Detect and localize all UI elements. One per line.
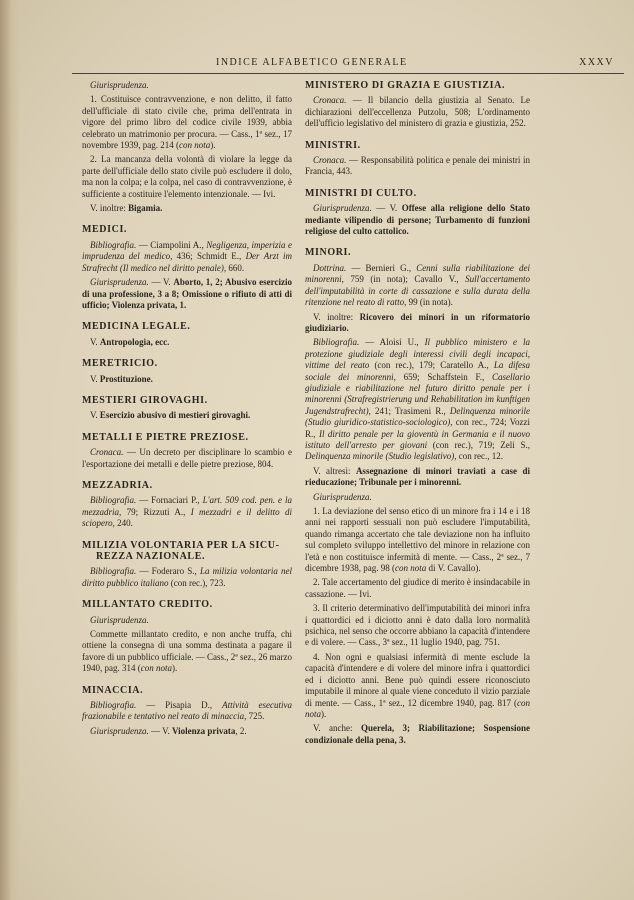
entry-heading: MEDICINA LEGALE. — [82, 321, 191, 333]
entry-paragraph: V. altresì: Assegnazione di minori traviati a case di rieducazione; Tribunale per i minorenni. — [305, 465, 530, 488]
entry-heading: MINORI. — [305, 247, 352, 259]
entry-paragraph: V. Esercizio abusivo di mestieri girovaghi. — [90, 410, 251, 421]
entry-paragraph: Giurisprudenza. — V. Offese alla religione dello Stato mediante vilipendio di persone; Turbamento di funzioni religiose del culto cattolico. — [305, 203, 530, 237]
index-entry — [82, 80, 292, 214]
italic-text: Bibliografia. — [90, 239, 137, 250]
italic-text: Bibliografia. — [313, 337, 360, 348]
italic-text: I mezzadri e il delitto di sciopero — [82, 506, 292, 529]
italic-text: Bibliografia. — [90, 495, 137, 506]
entry-paragraph: Bibliografia. — Aloisi U., Il pubblico ministero e la protezione giudiziale degli interessi civili degli incapaci, vittime del reato (con rec.), 179; Caratello A., La difesa sociale dei minorenni, 659; Schaffstein F., Casellario giudiziale e riabilitazione nel futuro diritto penale per i minorenni (Strafregistrierung und Rehabilitation im kunftigen Jugendstrafrecht), 241; Trasimeni R., Delinquenza minorile (Studio giuridico-statistico-sociologico), con rec., 724; Vozzi R., Il diritto penale per la gioventù in Germania e il nuovo istituto dell'arresto per giovani (con rec.), 719; Zeli S., Delinquenza minorile (Studio legislativo), con rec., 12. — [305, 337, 531, 462]
index-entry — [82, 395, 292, 422]
italic-text: Il diritto penale per la gioventù in Germania e il nuovo istituto dell'arresto per giovani — [305, 428, 530, 450]
italic-text: con nota — [140, 663, 172, 674]
italic-text: La milizia volontaria nel diritto pubblico italiano — [82, 566, 292, 588]
italic-text: Casellario giudiziale e riabilitazione nel futuro diritto penale per i minorenni (Strafregistrierung und Rehabilitation im kunftigen Jugendstrafrecht) — [305, 371, 531, 416]
entry-paragraph: Dottrina. — Bernieri G., Cenni sulla riabilitazione dei minorenni, 759 (in nota); Cavallo V., Sull'accertamento dell'imputabilità in corte di cassazione e sulla durata della ritenzione nel reato di ratto, 99 (in nota). — [305, 262, 531, 308]
page-spine-shadow — [0, 0, 20, 900]
entry-heading: MILLANTATO CREDITO. — [82, 599, 213, 611]
entry-paragraph: Commette millantato credito, e non anche truffa, chi ottiene la consegna di una somma destinata a pagare il favore di un pubblico ufficiale. — Cass., 2ª sez., 26 marzo 1940, pag. 314 (con nota). — [82, 629, 293, 674]
italic-text: con nota — [305, 697, 530, 719]
entry-paragraph — [305, 492, 530, 503]
entry-heading: MINISTERO DI GRAZIA E GIUSTIZIA. — [305, 80, 506, 91]
page-number: XXXV — [579, 57, 614, 68]
running-head — [216, 57, 614, 68]
entry-paragraph: V. Prostituzione. — [90, 373, 153, 384]
entry-paragraph: Giurisprudenza. — V. Violenza privata, 2. — [90, 725, 247, 736]
italic-text: Bibliografia. — [90, 566, 137, 577]
entry-paragraph: 4. Non ogni e qualsiasi infermità di mente esclude la capacità d'intendere e di volere del minore infra i quattordici ed i diciotto anni. Bene può quindi essere riconosciuto imputabile il minore al quale viene conceduto il vizio parziale di mente. — Cass., 1ª sez., 12 dicembre 1940, pag. 817 (con nota). — [305, 651, 530, 719]
entry-paragraph: 3. Il criterio determinativo dell'imputabilità dei minori infra i quattordici ed i diciotto anni è dato dalla loro normalità psichica, nel senso che occorre abbiano la capacità d'intendere e di volere. — Cass., 3ª sez., 11 luglio 1940, pag. 751. — [305, 603, 530, 648]
cross-reference: Antropologia, ecc. — [99, 336, 170, 347]
entry-paragraph: Cronaca. — Responsabilità politica e penale dei ministri in Francia, 443. — [305, 155, 530, 177]
entry-heading-continuation: REZZA NAZIONALE. — [96, 551, 206, 562]
italic-text: Sull'accertamento dell'imputabilità in corte di cassazione e sulla durata della ritenzione nel reato di ratto — [305, 274, 530, 308]
index-entry — [82, 685, 292, 738]
italic-text: Dottrina. — [313, 262, 347, 273]
entry-heading: MERETRICIO. — [82, 358, 158, 370]
italic-text: Giurisprudenza. — [313, 203, 372, 214]
entry-paragraph: 2. Tale accertamento del giudice di merito è insindacabile in cassazione. — Ivi. — [305, 577, 530, 599]
index-entry — [305, 80, 530, 130]
index-entry — [305, 140, 530, 178]
entry-heading: MINISTRI. — [305, 139, 361, 151]
italic-text: Bibliografia. — [90, 700, 137, 711]
entry-heading: MINACCIA. — [82, 684, 144, 696]
italic-text: Giurisprudenza. — [90, 80, 149, 90]
entry-paragraph: V. anche: Querela, 3; Riabilitazione; Sospensione condizionale della pena, 3. — [305, 723, 530, 745]
right-column — [305, 80, 530, 749]
entry-paragraph: Bibliografia. — Ciampolini A., Negligenza, imperizia e imprudenza del medico, 436; Schmidt E., Der Arzt im Strafrecht (Il medico nel diritto penale), 660. — [82, 239, 293, 273]
header-rule — [72, 73, 624, 74]
index-entry — [305, 188, 530, 238]
left-column — [82, 80, 292, 740]
index-entry — [82, 540, 292, 590]
entry-paragraph: Bibliografia. — Foderaro S., La milizia volontaria nel diritto pubblico italiano (con rec.), 723. — [82, 566, 292, 588]
index-entry — [82, 224, 292, 311]
entry-heading: METALLI E PIETRE PREZIOSE. — [82, 431, 249, 443]
entry-paragraph: Cronaca. — Un decreto per disciplinare lo scambio e l'esportazione dei metalli e delle pietre preziose, 804. — [82, 447, 292, 469]
italic-text: Negligenza, imperizia e imprudenza del medico — [82, 239, 292, 262]
entry-paragraph — [82, 80, 292, 91]
entry-paragraph: V. inoltre: Bigamia. — [90, 203, 163, 214]
running-head-title: INDICE ALFABETICO GENERALE — [216, 57, 408, 68]
cross-reference: Assegnazione di minori traviati a case di rieducazione; Tribunale per i minorenni. — [305, 465, 530, 488]
entry-heading: MILIZIA VOLONTARIA PER LA SICU- REZZA NAZIONALE. — [82, 540, 292, 563]
entry-paragraph: Bibliografia. — Pisapia D., Attività esecutiva frazionabile e tentativo nel reato di minaccia, 725. — [82, 700, 293, 722]
italic-text: L'art. 509 cod. pen. e la mezzadria — [82, 495, 293, 517]
italic-text: La difesa sociale dei minorenni — [305, 360, 530, 382]
cross-reference: Querela, 3; Riabilitazione; Sospensione condizionale della pena, 3. — [305, 723, 530, 745]
index-entry — [82, 358, 292, 385]
italic-text: Il pubblico ministero e la protezione giudiziale degli interessi civili degli incapaci, vittime del reato — [305, 337, 530, 371]
index-entry — [305, 247, 530, 746]
italic-text: Cronaca. — [313, 95, 347, 106]
italic-text: Giurisprudenza. — [90, 614, 149, 625]
cross-reference: Violenza privata — [171, 725, 236, 736]
entry-heading: MEDICI. — [82, 224, 128, 236]
italic-text: Cenni sulla riabilitazione dei minorenni — [305, 262, 531, 285]
entry-heading: MEZZADRIA. — [82, 479, 153, 491]
cross-reference: Offese alla religione dello Stato mediante vilipendio di persone; Turbamento di funzioni religiose del culto cattolico. — [305, 203, 530, 237]
italic-text: Der Arzt im Strafrecht (Il medico nel diritto penale) — [82, 251, 293, 273]
cross-reference: Esercizio abusivo di mestieri girovaghi. — [99, 410, 251, 421]
cross-reference: Bigamia. — [128, 203, 163, 214]
cross-reference: Ricovero dei minori in un riformatorio giudiziario. — [305, 311, 531, 333]
italic-text: Attività esecutiva frazionabile e tentativo nel reato di minaccia — [82, 700, 293, 722]
index-entry — [82, 432, 292, 470]
italic-text: Giurisprudenza. — [313, 491, 372, 502]
entry-paragraph: V. inoltre: Ricovero dei minori in un riformatorio giudiziario. — [305, 311, 531, 333]
entry-paragraph: Giurisprudenza. — V. Aborto, 1, 2; Abusivo esercizio di una professione, 3 a 8; Omissione o rifiuto di atti di ufficio; Violenza privata, 1. — [82, 277, 292, 310]
index-entry — [82, 480, 292, 530]
entry-paragraph: 2. La mancanza della volontà di violare la legge da parte dell'ufficiale dello stato civile può escludere il dolo, ma non la colpa; e la colpa, nel caso di contravvenzione, è sufficiente a costituire l'elemento intenzionale. — Ivi. — [82, 154, 292, 199]
italic-text: Giurisprudenza. — [90, 277, 149, 288]
entry-heading: MINISTRI DI CULTO. — [305, 187, 417, 199]
entry-paragraph: 1. Costituisce contravvenzione, e non delitto, il fatto dell'ufficiale di stato civile che, prima dell'entrata in vigore del primo libro del codice civile 1939, abbia celebrato un matrimonio per procura. — Cass., 1ª sez., 17 novembre 1939, pag. 214 (con nota). — [82, 94, 292, 151]
entry-paragraph: V. Antropologia, ecc. — [90, 336, 170, 347]
index-entry — [82, 599, 292, 674]
italic-text: Delinquenza minorile (Studio legislativo) — [305, 451, 455, 462]
entry-paragraph — [82, 615, 292, 626]
index-entry — [82, 321, 292, 348]
cross-reference: Aborto, 1, 2; Abusivo esercizio di una professione, 3 a 8; Omissione o rifiuto di atti di ufficio; Violenza privata, 1. — [82, 277, 292, 310]
cross-reference: Prostituzione. — [99, 373, 153, 384]
italic-text: con nota — [394, 563, 427, 574]
italic-text: Delinquenza minorile (Studio giuridico-statistico-sociologico) — [305, 405, 530, 428]
entry-paragraph: 1. La deviazione del senso etico di un minore fra i 14 e i 18 anni nei rapporti sessuali non può escludere l'imputabilità, quando rimanga accertato che tale deviazione non ha influito sul completo sviluppo intellettivo del minore in relazione con l'età e non costituisce infermità di mente. — Cass., 2ª sez., 7 dicembre 1938, pag. 98 (con nota di V. Cavallo). — [305, 506, 530, 574]
italic-text: Cronaca. — [90, 447, 124, 458]
italic-text: Giurisprudenza. — [90, 725, 149, 736]
entry-paragraph: Cronaca. — Il bilancio della giustizia al Senato. Le dichiarazioni dell'eccellenza Putzolu, 508; L'ordinamento dell'ufficio legislativo del ministero di grazia e giustizia, 252. — [305, 95, 530, 129]
entry-paragraph: Bibliografia. — Fornaciari P., L'art. 509 cod. pen. e la mezzadria, 79; Rizzuti A., I mezzadri e il delitto di sciopero, 240. — [82, 495, 293, 529]
entry-heading: MESTIERI GIROVAGHI. — [82, 394, 208, 406]
italic-text: con nota — [178, 140, 211, 151]
italic-text: Cronaca. — [313, 155, 347, 166]
